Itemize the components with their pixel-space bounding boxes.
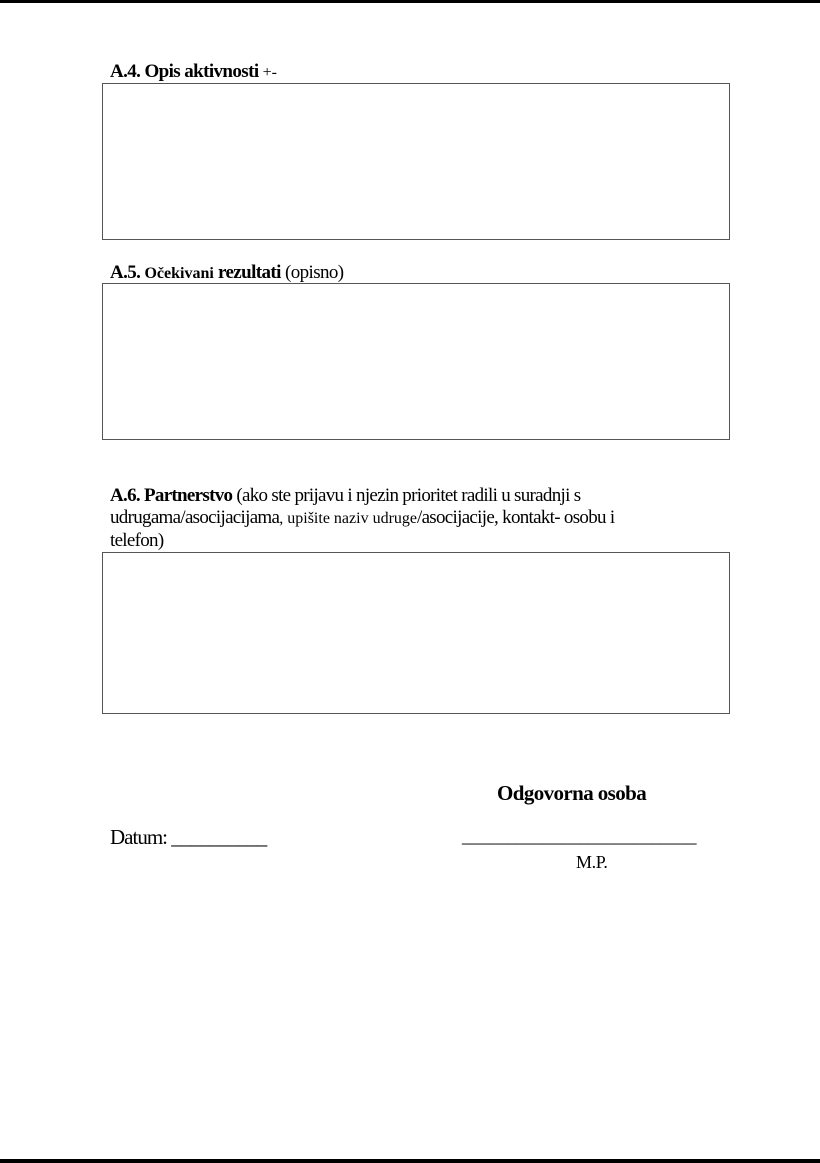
- page-bottom-border: [0, 1159, 820, 1163]
- section-a4-suffix: +-: [262, 64, 278, 81]
- section-a5-note: (opisno): [284, 262, 344, 283]
- stamp-label: M.P.: [576, 852, 608, 872]
- section-a4-textbox[interactable]: [102, 83, 730, 240]
- responsible-person-title: Odgovorna osoba: [497, 781, 647, 805]
- section-a6-heading: [110, 485, 670, 552]
- section-a5-title-part1: Očekivani: [144, 265, 214, 282]
- date-field[interactable]: Datum: __________: [110, 825, 267, 849]
- section-a5-heading: [110, 262, 344, 285]
- section-a6-desc-part3: /asocijacije, kontakt- osobu i telefon): [110, 507, 615, 551]
- signature-line[interactable]: __________________________: [462, 826, 696, 847]
- section-a6-textbox[interactable]: [102, 552, 730, 714]
- section-a4-heading: [110, 61, 277, 84]
- page-top-border: [0, 0, 820, 3]
- section-a5-title-part2: rezultati: [217, 262, 281, 283]
- section-a6-desc-part2: , upišite naziv udruge: [279, 510, 417, 527]
- section-a4-title: Opis aktivnosti: [144, 61, 259, 82]
- section-a5-textbox[interactable]: [102, 283, 730, 440]
- section-a6-number: A.6.: [110, 485, 140, 506]
- section-a6-desc-part1: (ako ste prijavu i njezin prioritet radili u suradnji s udrugama/asocijacijama: [110, 485, 581, 528]
- section-a6-title: Partnerstvo: [143, 485, 233, 506]
- section-a5-number: A.5.: [110, 262, 141, 283]
- section-a4-number: A.4.: [110, 61, 141, 82]
